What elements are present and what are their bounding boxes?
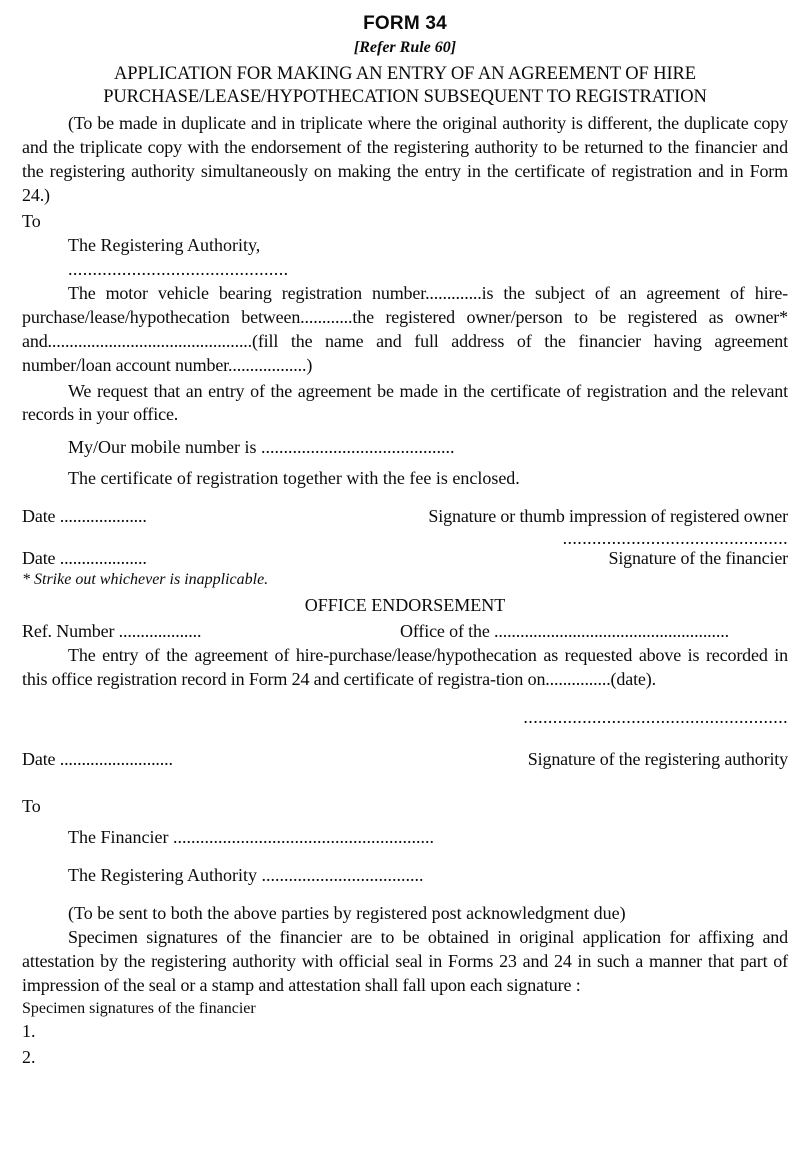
application-title-line-1: APPLICATION FOR MAKING AN ENTRY OF AN AGREEMENT OF HIRE: [114, 64, 696, 85]
spacer: [22, 726, 788, 748]
signature-owner-label: Signature or thumb impression of registered owner: [428, 506, 788, 527]
date-field-3[interactable]: Date ..........................: [22, 748, 173, 769]
addressee-blank-line: .............................................: [68, 258, 289, 279]
spacer: [22, 694, 788, 708]
date-field-1[interactable]: Date ....................: [22, 506, 147, 527]
registered-post-note: (To be sent to both the above parties by registered post acknowledgment due): [68, 903, 626, 924]
registering-authority-addressee: The Registering Authority,: [68, 234, 261, 255]
body-paragraph-2: We request that an entry of the agreement be made in the certificate of registration and the relevant records in your office.: [22, 380, 788, 425]
spacer: [22, 771, 788, 793]
ref-number-field[interactable]: Ref. Number ...................: [22, 620, 202, 641]
spacer: [22, 819, 788, 826]
spacer: [22, 888, 788, 902]
registering-authority-signature-rule[interactable]: ......................................................: [523, 706, 788, 727]
spacer: [22, 429, 788, 436]
signature-financier-label: Signature of the financier: [608, 548, 788, 569]
date-field-2[interactable]: Date ....................: [22, 548, 147, 569]
endorsement-ref-row: [22, 620, 788, 644]
financier-addressee[interactable]: The Financier ..........................................................: [68, 827, 434, 848]
endorsement-paragraph: The entry of the agreement of hire-purchase/lease/hypothecation as requested above is recorded in this office registration record in Form 24 and certificate of registra-tion on...............(date).: [22, 644, 788, 689]
financier-signature-row: [22, 547, 788, 571]
financier-signature-rule[interactable]: ..............................................: [562, 528, 788, 549]
application-title: [22, 63, 788, 108]
spacer: [22, 850, 788, 864]
signature-registering-authority-label: Signature of the registering authority: [527, 748, 788, 769]
application-title-line-2: PURCHASE/LEASE/HYPOTHECATION SUBSEQUENT TO REGISTRATION: [103, 86, 707, 107]
spacer: [22, 491, 788, 505]
office-of-the-field[interactable]: Office of the ......................................................: [400, 620, 729, 641]
specimen-heading: Specimen signatures of the financier: [22, 1000, 256, 1018]
refer-rule-subtitle: [Refer Rule 60]: [353, 38, 457, 56]
registering-authority-addressee-2[interactable]: The Registering Authority ....................................: [68, 865, 424, 886]
registering-authority-signature-row: [22, 748, 788, 772]
preamble-paragraph: (To be made in duplicate and in triplicate where the original authority is different, the duplicate copy and the triplicate copy with the endorsement of the registering authority to be returned to the financier and the registering authority simultaneously on making the entry in the certificate of registration and in Form 24.): [22, 113, 788, 206]
specimen-item-2: 2.: [22, 1047, 36, 1068]
strike-out-note: * Strike out whichever is inapplicable.: [22, 571, 269, 589]
spacer: [22, 460, 788, 467]
to-label-2: To: [22, 796, 41, 817]
specimen-item-1: 1.: [22, 1021, 36, 1042]
mobile-number-line: My/Our mobile number is ...........................................: [68, 437, 455, 458]
certificate-enclosed-line: The certificate of registration together with the fee is enclosed.: [68, 468, 520, 489]
to-label: To: [22, 210, 41, 231]
body-paragraph-1: The motor vehicle bearing registration number.............is the subject of an agreement of hire-purchase/lease/hypothecation between............the registered owner/person to be registered as owner* and...............................................(fill the name and full address of the financier having agreement number/loan account number..................): [22, 282, 788, 375]
owner-signature-row: [22, 505, 788, 529]
office-endorsement-heading: OFFICE ENDORSEMENT: [304, 595, 506, 616]
page-title: FORM 34: [363, 13, 447, 34]
specimen-paragraph: Specimen signatures of the financier are to be obtained in original application for affixing and attestation by the registering authority with official seal in Forms 23 and 24 in such a manner that part of impression of the seal or a stamp and attestation shall fall upon each signature :: [22, 927, 788, 996]
